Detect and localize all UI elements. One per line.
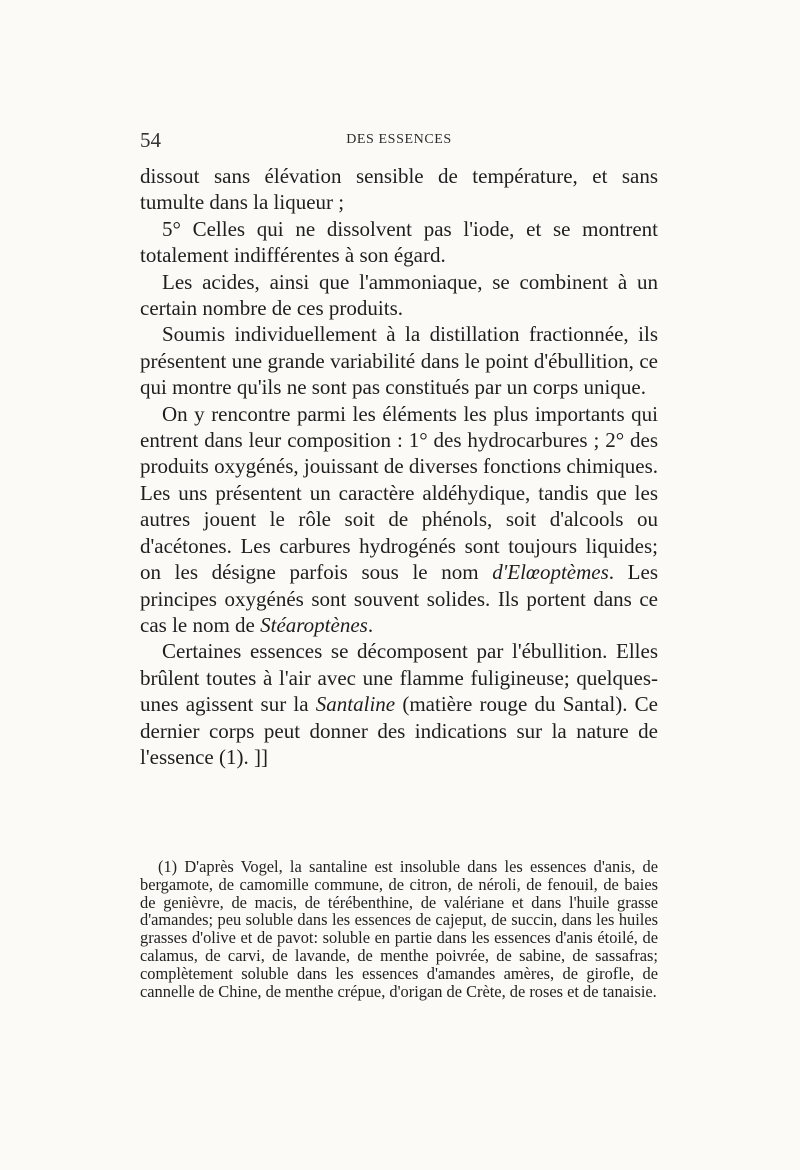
paragraph-distillation: Soumis individuellement à la distillation fractionnée, ils présentent une grande variabilité dans le point d'ébullition, ce qui montre qu'ils ne sont pas constitués par un corps unique. <box>140 322 658 400</box>
page-header <box>140 128 658 152</box>
term-santaline: Santaline <box>315 692 396 717</box>
paragraph-acids: Les acides, ainsi que l'ammoniaque, se combinent à un certain nombre de ces produits. <box>140 269 658 321</box>
paragraph-composition <box>140 401 658 639</box>
running-title: DES ESSENCES <box>346 132 452 147</box>
composition-text-b: . Les principes oxygénés sont souvent solides. Ils portent dans ce cas le nom de <box>140 560 659 637</box>
page-number: 54 <box>140 128 161 152</box>
paragraph-ebullition <box>140 638 658 770</box>
paragraph-item-5: 5° Celles qui ne dissolvent pas l'iode, et se montrent totalement indifférentes à son égard. <box>140 216 658 268</box>
composition-text-c: . <box>367 612 374 637</box>
paragraph-continuation: dissout sans élévation sensible de température, et sans tumulte dans la liqueur ; <box>140 164 658 215</box>
composition-text-a: On y rencontre parmi les éléments les plus importants qui entrent dans leur composition : 1° des hydrocarbures ; 2° des produits oxygénés, jouissant de diverses fonctions chimiques. Les uns présentent un caractère aldéhydique, tandis que les autres jouent le rôle soit de phénols, soit d'alcools ou d'acétones. Les carbures hydrogénés sont toujours liquides; on les désigne parfois sous le nom <box>140 401 658 585</box>
ebullition-text-a: Certaines essences se décomposent par l'ébullition. Elles brûlent toutes à l'air avec une flamme fuligineuse; quelques-unes agissent sur la <box>140 639 658 717</box>
term-elaeoptenes: d'Elœoptèmes <box>492 560 609 585</box>
footnote <box>140 858 658 1000</box>
ebullition-text-b: (matière rouge du Santal). Ce dernier corps peut donner des indications sur la nature de l'essence (1). ]] <box>140 692 658 769</box>
footnote-text: (1) D'après Vogel, la santaline est insoluble dans les essences d'anis, de bergamote, de camomille commune, de citron, de néroli, de fenouil, de baies de genièvre, de macis, de térébenthine, de valériane et dans l'huile grasse d'amandes; peu soluble dans les essences de cajeput, de succin, dans les huiles grasses d'olive et de pavot: soluble en partie dans les essences d'anis étoilé, de calamus, de carvi, de lavande, de menthe poivrée, de sabine, de sassafras; complètement soluble dans les essences d'amandes amères, de girofle, de cannelle de Chine, de menthe crépue, d'origan de Crète, de roses et de tanaisie. <box>140 857 658 1001</box>
main-text <box>140 163 658 770</box>
term-stearoptenes: Stéaroptènes <box>260 612 368 637</box>
